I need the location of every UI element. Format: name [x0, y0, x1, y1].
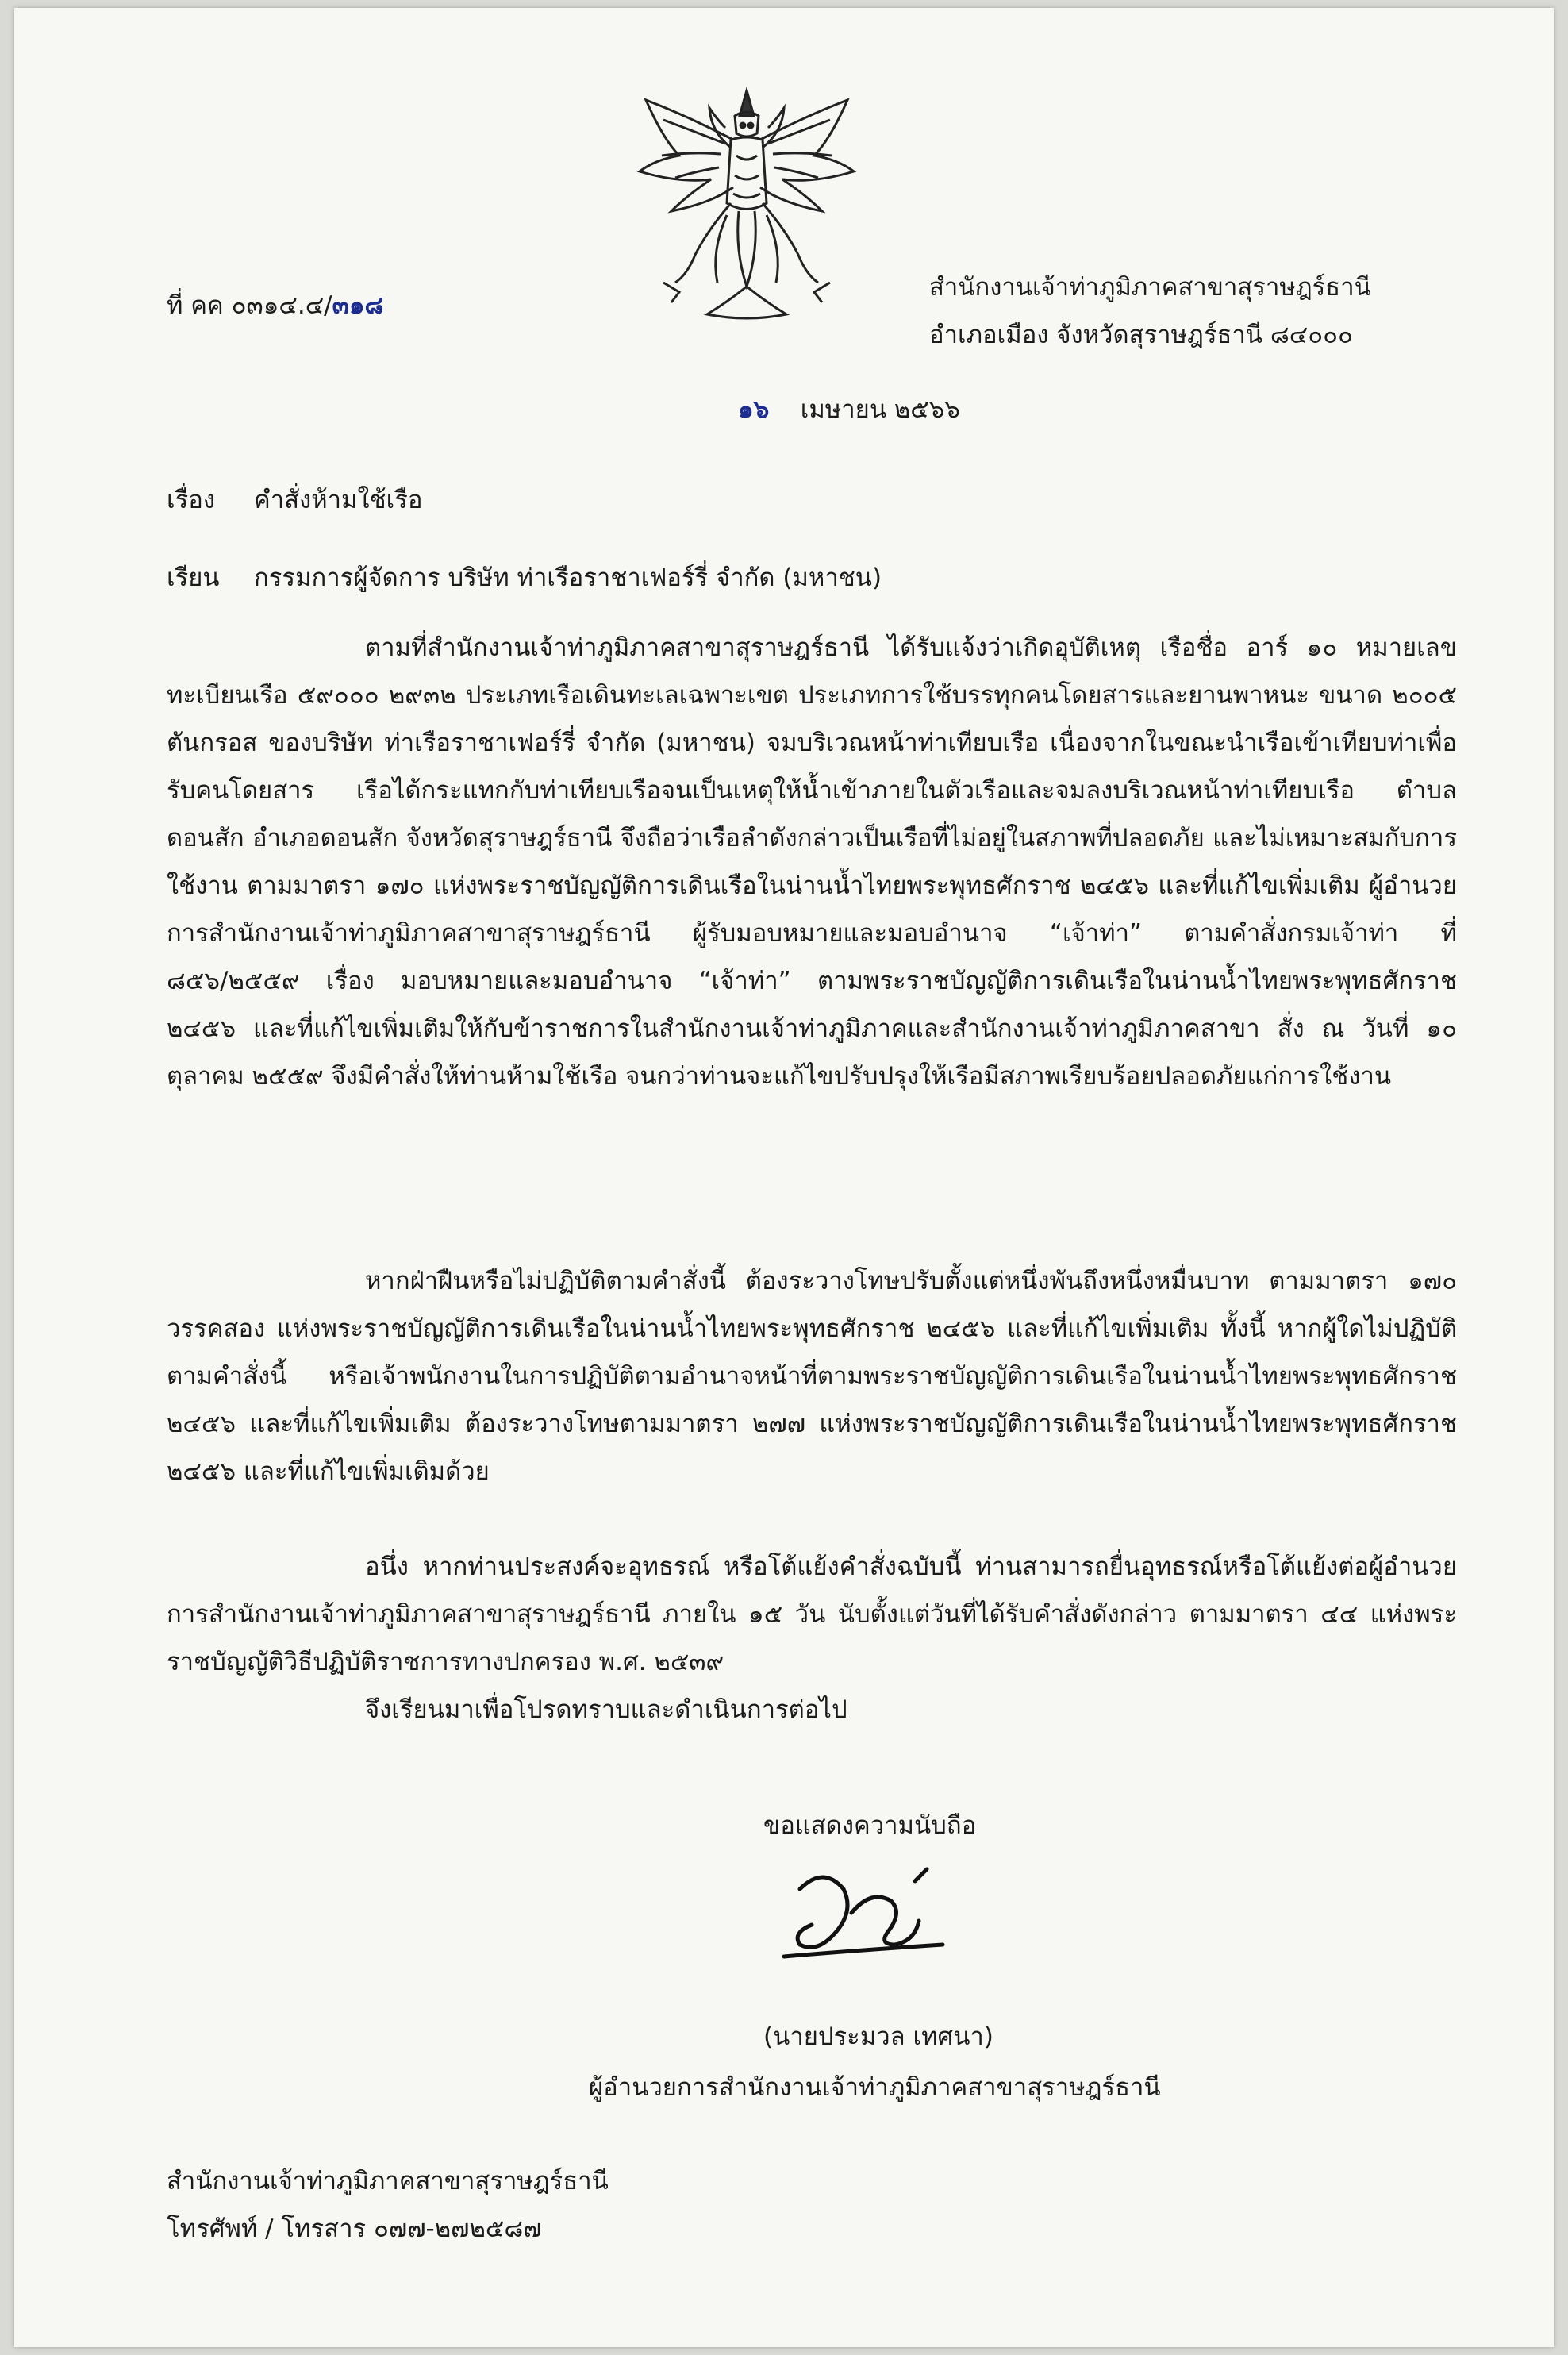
complimentary-close: ขอแสดงความนับถือ: [763, 1811, 977, 1840]
recipient-text: กรรมการผู้จัดการ บริษัท ท่าเรือราชาเฟอร์รี่ จำกัด (มหาชน): [254, 564, 882, 592]
date-day-handwritten: ๑๖: [738, 395, 770, 424]
reference-number: [167, 290, 383, 321]
recipient-line: [167, 562, 882, 594]
reference-handwritten-number: ๓๑๘: [332, 291, 384, 320]
sender-address: อำเภอเมือง จังหวัดสุราษฎร์ธานี ๘๔๐๐๐: [929, 321, 1353, 349]
letter-page: [14, 8, 1554, 2347]
handwritten-signature-icon: [776, 1857, 967, 1968]
sender-office: สำนักงานเจ้าท่าภูมิภาคสาขาสุราษฎร์ธานี: [929, 273, 1371, 302]
signatory-name: (นายประมวล เทศนา): [763, 2022, 993, 2051]
signatory-title: ผู้อำนวยการสำนักงานเจ้าท่าภูมิภาคสาขาสุราษฎร์ธานี: [589, 2073, 1161, 2102]
recipient-label: เรียน: [167, 564, 220, 592]
garuda-emblem-icon: [632, 84, 862, 330]
reference-prefix: ที่ คค ๐๓๑๔.๔/: [167, 291, 332, 320]
body-paragraph-2: หากฝ่าฝืนหรือไม่ปฏิบัติตามคำสั่งนี้ ต้องระวางโทษปรับตั้งแต่หนึ่งพันถึงหนึ่งหมื่นบาท ตามมาตรา ๑๗๐ วรรคสอง แห่งพระราชบัญญัติการเดินเรือในน่านน้ำไทยพระพุทธศักราช ๒๔๕๖ และที่แก้ไขเพิ่มเติม ทั้งนี้ หากผู้ใดไม่ปฏิบัติตามคำสั่งนี้ หรือเจ้าพนักงานในการปฏิบัติตามอำนาจหน้าที่ตามพระราชบัญญัติการเดินเรือในน่านน้ำไทยพระพุทธศักราช ๒๔๕๖ และที่แก้ไขเพิ่มเติม ต้องระวางโทษตามมาตรา ๒๗๗ แห่งพระราชบัญญัติการเดินเรือในน่านน้ำไทยพระพุทธศักราช ๒๔๕๖ และที่แก้ไขเพิ่มเติมด้วย: [167, 1267, 1457, 1486]
body-paragraph-1: ตามที่สำนักงานเจ้าท่าภูมิภาคสาขาสุราษฎร์ธานี ได้รับแจ้งว่าเกิดอุบัติเหตุ เรือชื่อ อาร์ ๑๐ หมายเลขทะเบียนเรือ ๕๙๐๐๐ ๒๙๓๒ ประเภทเรือเดินทะเลเฉพาะเขต ประเภทการใช้บรรทุกคนโดยสารและยานพาหนะ ขนาด ๒๐๐๕ ตันกรอส ของบริษัท ท่าเรือราชาเฟอร์รี่ จำกัด (มหาชน) จมบริเวณหน้าท่าเทียบเรือ เนื่องจากในขณะนำเรือเข้าเทียบท่าเพื่อรับคนโดยสาร เรือได้กระแทกกับท่าเทียบเรือจนเป็นเหตุให้น้ำเข้าภายในตัวเรือและจมลงบริเวณหน้าท่าเทียบเรือ ตำบลดอนสัก อำเภอดอนสัก จังหวัดสุราษฎร์ธานี จึงถือว่าเรือลำดังกล่าวเป็นเรือที่ไม่อยู่ในสภาพที่ปลอดภัย และไม่เหมาะสมกับการใช้งาน ตามมาตรา ๑๗๐ แห่งพระราชบัญญัติการเดินเรือในน่านน้ำไทยพระพุทธศักราช ๒๔๕๖ และที่แก้ไขเพิ่มเติม ผู้อำนวยการสำนักงานเจ้าท่าภูมิภาคสาขาสุราษฎร์ธานี ผู้รับมอบหมายและมอบอำนาจ “เจ้าท่า” ตามคำสั่งกรมเจ้าท่า ที่ ๘๕๖/๒๕๕๙ เรื่อง มอบหมายและมอบอำนาจ “เจ้าท่า” ตามพระราชบัญญัติการเดินเรือในน่านน้ำไทยพระพุทธศักราช ๒๔๕๖ และที่แก้ไขเพิ่มเติมให้กับข้าราชการในสำนักงานเจ้าท่าภูมิภาคและสำนักงานเจ้าท่าภูมิภาคสาขา สั่ง ณ วันที่ ๑๐ ตุลาคม ๒๕๕๙ จึงมีคำสั่งให้ท่านห้ามใช้เรือ จนกว่าท่านจะแก้ไขปรับปรุงให้เรือมีสภาพเรียบร้อยปลอดภัยแก่การใช้งาน: [167, 633, 1457, 1091]
subject-text: คำสั่งห้ามใช้เรือ: [254, 486, 423, 514]
date-month-year: เมษายน ๒๕๖๖: [800, 395, 961, 424]
closing-sentence: จึงเรียนมาเพื่อโปรดทราบและดำเนินการต่อไป: [365, 1695, 847, 1724]
subject-label: เรื่อง: [167, 486, 216, 514]
footer-office: สำนักงานเจ้าท่าภูมิภาคสาขาสุราษฎร์ธานี: [167, 2167, 609, 2195]
footer-phone: โทรศัพท์ / โทรสาร ๐๗๗-๒๗๒๕๘๗: [167, 2215, 542, 2243]
body-paragraph-3: อนึ่ง หากท่านประสงค์จะอุทธรณ์ หรือโต้แย้งคำสั่งฉบับนี้ ท่านสามารถยื่นอุทธรณ์หรือโต้แย้งต่อผู้อำนวยการสำนักงานเจ้าท่าภูมิภาคสาขาสุราษฎร์ธานี ภายใน ๑๕ วัน นับตั้งแต่วันที่ได้รับคำสั่งดังกล่าว ตามมาตรา ๔๔ แห่งพระราชบัญญัติวิธีปฏิบัติราชการทางปกครอง พ.ศ. ๒๕๓๙: [167, 1553, 1457, 1676]
letter-date: [738, 394, 960, 425]
subject-line: [167, 484, 423, 516]
